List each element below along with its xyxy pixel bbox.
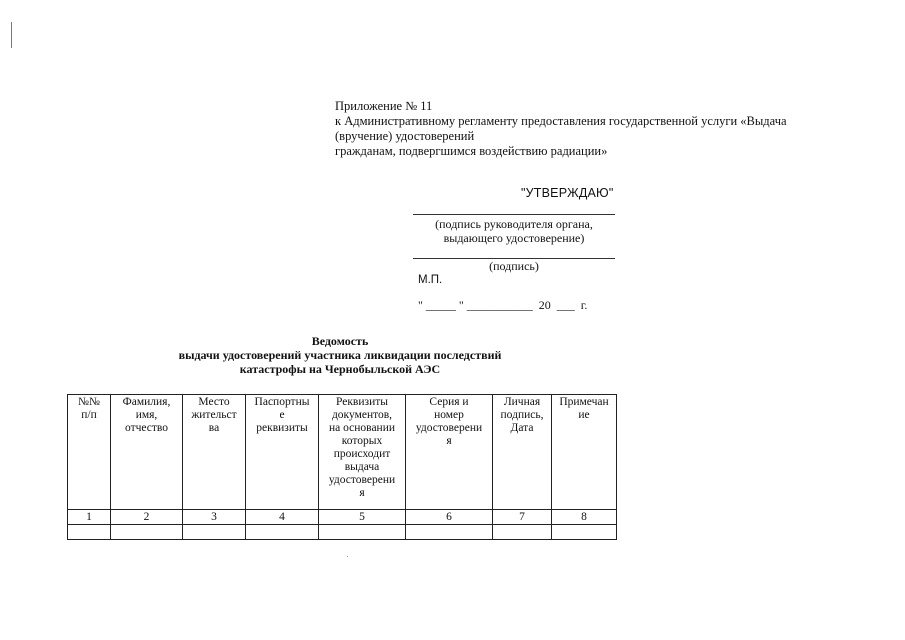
- column-number-cell: 7: [493, 510, 552, 525]
- header-cell-number: [68, 395, 111, 510]
- column-number-cell: 5: [319, 510, 406, 525]
- header-text-line: ие: [578, 409, 590, 421]
- header-text-line: Фамилия,: [122, 396, 171, 408]
- empty-cell: [319, 525, 406, 540]
- document-subtitle-line-1: выдачи удостоверений участника ликвидации последствий: [178, 348, 502, 362]
- scan-dot: [347, 556, 348, 557]
- head-signature-line: [413, 214, 615, 215]
- approval-date-line: " _____ " ___________ 20 ___ г.: [418, 298, 588, 312]
- document-heading: [140, 334, 540, 376]
- approval-title: "УТВЕРЖДАЮ": [521, 186, 614, 200]
- header-text-line: номер: [434, 409, 464, 421]
- header-text-line: я: [359, 487, 365, 499]
- header-cell-note: [552, 395, 617, 510]
- appendix-number: Приложение № 11: [335, 99, 433, 113]
- head-signature-caption-line-2: выдающего удостоверение): [443, 231, 585, 245]
- column-number-cell: 1: [68, 510, 111, 525]
- table-column-number-row: [68, 510, 617, 525]
- table-header-row: [68, 395, 617, 510]
- appendix-regulation-line: к Административному регламенту предоставления государственной услуги «Выдача: [335, 114, 787, 128]
- document-subtitle-line-2: катастрофы на Чернобыльской АЭС: [239, 362, 441, 376]
- header-text-line: имя,: [135, 409, 158, 421]
- appendix-service-line: (вручение) удостоверений: [335, 129, 475, 143]
- header-text-line: п/п: [81, 409, 97, 421]
- header-text-line: Место: [198, 396, 230, 408]
- header-text-line: Личная: [503, 396, 541, 408]
- header-text-line: которых: [341, 435, 383, 447]
- header-text-line: я: [446, 435, 452, 447]
- header-text-line: отчество: [124, 422, 169, 434]
- header-text-line: Паспортны: [254, 396, 310, 408]
- header-text-line: реквизиты: [256, 422, 308, 434]
- empty-cell: [183, 525, 246, 540]
- header-cell-basis-documents: [319, 395, 406, 510]
- column-number-cell: 8: [552, 510, 617, 525]
- empty-cell: [246, 525, 319, 540]
- empty-cell: [111, 525, 183, 540]
- column-number-cell: 3: [183, 510, 246, 525]
- header-text-line: на основании: [328, 422, 396, 434]
- header-cell-signature-date: [493, 395, 552, 510]
- header-text-line: е: [279, 409, 285, 421]
- header-cell-certificate-number: [406, 395, 493, 510]
- header-cell-full-name: [111, 395, 183, 510]
- head-signature-caption-line-1: (подпись руководителя органа,: [435, 217, 593, 231]
- seal-place-label: М.П.: [418, 274, 443, 286]
- table-empty-row: [68, 525, 617, 540]
- header-text-line: №№: [78, 396, 100, 408]
- column-number-cell: 6: [406, 510, 493, 525]
- signature-caption: (подпись): [489, 259, 539, 273]
- empty-cell: [552, 525, 617, 540]
- header-text-line: удостоверени: [415, 422, 483, 434]
- header-text-line: Реквизиты: [336, 396, 388, 408]
- header-cell-residence: [183, 395, 246, 510]
- header-text-line: Примечан: [559, 396, 609, 408]
- header-text-line: удостоверени: [328, 474, 396, 486]
- column-number-cell: 4: [246, 510, 319, 525]
- empty-cell: [493, 525, 552, 540]
- header-text-line: Дата: [510, 422, 534, 434]
- header-cell-passport: [246, 395, 319, 510]
- header-text-line: происходит: [333, 448, 391, 460]
- appendix-note: [335, 99, 815, 159]
- header-text-line: жительст: [191, 409, 237, 421]
- empty-cell: [68, 525, 111, 540]
- header-text-line: Серия и: [429, 396, 469, 408]
- header-text-line: ва: [208, 422, 220, 434]
- empty-cell: [406, 525, 493, 540]
- head-signature-caption: [413, 217, 615, 245]
- appendix-recipients-line: гражданам, подвергшимся воздействию радиации»: [335, 144, 608, 158]
- register-table: [67, 394, 617, 540]
- header-text-line: документов,: [331, 409, 393, 421]
- header-text-line: подпись,: [500, 409, 544, 421]
- scan-edge-mark: [11, 22, 12, 48]
- document-title: Ведомость: [311, 334, 369, 348]
- header-text-line: выдача: [344, 461, 380, 473]
- column-number-cell: 2: [111, 510, 183, 525]
